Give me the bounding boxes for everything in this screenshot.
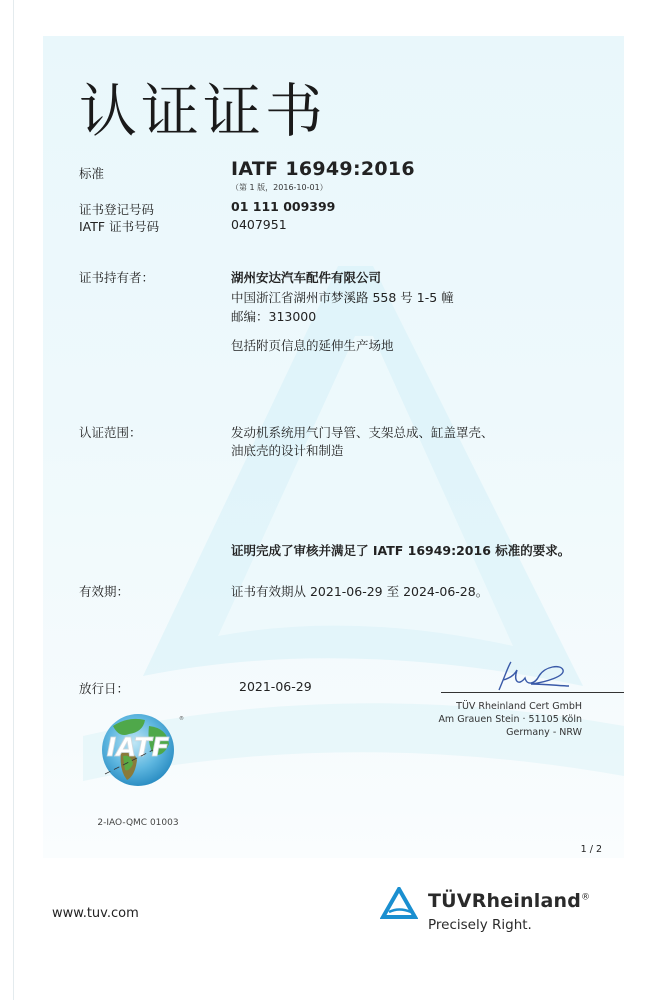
iatf-cert-value: 0407951	[231, 217, 287, 232]
iatf-globe-logo-icon	[83, 708, 193, 788]
conformity-statement: 证明完成了审核并满足了 IATF 16949:2016 标准的要求。	[231, 543, 571, 558]
registration-value: 01 111 009399	[231, 199, 336, 214]
issuer-address	[438, 700, 582, 739]
page-number: 1 / 2	[580, 844, 602, 855]
holder-label: 证书持有者：	[79, 270, 155, 285]
tuv-slogan: Precisely Right.	[428, 917, 532, 933]
signature-line	[441, 692, 624, 693]
scope-label: 认证范围：	[79, 425, 142, 440]
registered-mark: ®	[581, 892, 591, 903]
issue-date-value: 2021-06-29	[239, 679, 312, 694]
standard-value: IATF 16949:2016	[231, 158, 415, 180]
tuv-brand-text: TÜVRheinland	[428, 890, 582, 912]
validity-value: 证书有效期从 2021-06-29 至 2024-06-28。	[231, 584, 489, 599]
website-link[interactable]: www.tuv.com	[52, 906, 139, 921]
tuv-triangle-logo-icon	[380, 887, 418, 921]
svg-text:®: ®	[179, 716, 184, 722]
page-edge-line	[13, 0, 14, 1000]
scope-line-2: 油底壳的设计和制造	[231, 443, 344, 458]
standard-label: 标准	[79, 166, 105, 181]
holder-note: 包括附页信息的延伸生产场地	[231, 338, 394, 353]
issuer-country: Germany - NRW	[506, 727, 582, 738]
signature-icon	[491, 656, 571, 694]
issue-date-label: 放行日：	[79, 681, 130, 696]
holder-name: 湖州安达汽车配件有限公司	[231, 270, 382, 285]
iatf-cert-label: IATF 证书号码	[79, 219, 160, 234]
certificate-title: 认证证书	[79, 77, 328, 145]
issuer-street: Am Grauen Stein · 51105 Köln	[438, 714, 582, 725]
registration-label: 证书登记号码	[79, 202, 155, 217]
validity-label: 有效期：	[79, 584, 130, 599]
scope-line-1: 发动机系统用气门导管、支架总成、缸盖罩壳、	[231, 425, 494, 440]
iatf-logo-text: IATF	[106, 733, 170, 763]
holder-address: 中国浙江省湖州市梦溪路 558 号 1-5 幢	[231, 290, 454, 305]
standard-edition: （第 1 版，2016-10-01）	[231, 183, 328, 192]
holder-postcode: 邮编：313000	[231, 309, 317, 324]
issuer-name: TÜV Rheinland Cert GmbH	[456, 701, 582, 712]
tuv-brand-name	[428, 890, 590, 912]
certificate-panel	[43, 36, 624, 858]
iatf-code: 2-IAO-QMC 01003	[97, 818, 179, 828]
